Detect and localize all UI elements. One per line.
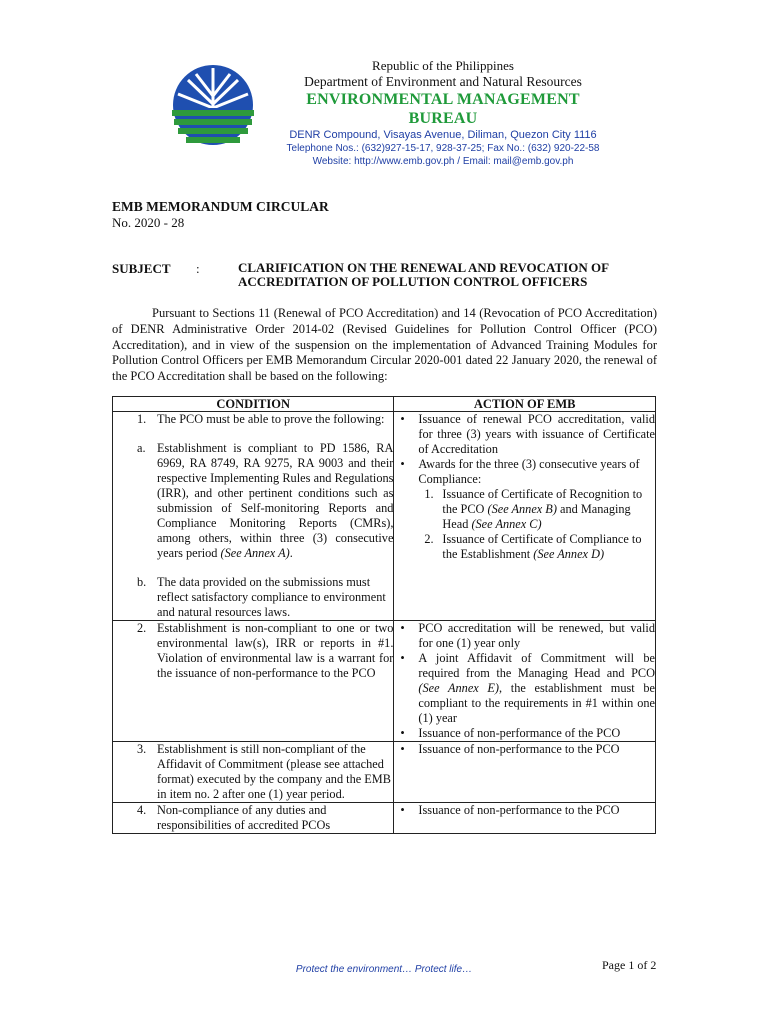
table-row (113, 803, 656, 834)
bullet-icon: • (400, 803, 405, 817)
condition-item (113, 803, 393, 833)
action-cell (394, 742, 656, 803)
condition-text: Establishment is non-compliant to one or two environmental law(s), IRR or reports in #1. Violation of environmental law is a warrant for the issuance of non-performance to the PCO (157, 621, 394, 680)
annex-ref: (See Annex A) (220, 546, 290, 560)
subitem-letter: b. (137, 575, 147, 589)
table-row (113, 621, 656, 742)
item-number: 2. (137, 621, 147, 635)
condition-cell (113, 412, 394, 621)
table-row (113, 412, 656, 621)
address-line: DENR Compound, Visayas Avenue, Diliman, Quezon City 1116 (289, 129, 597, 141)
footer-motto: Protect the environment… Protect life… (295, 964, 473, 975)
header-condition: CONDITION (113, 397, 394, 412)
condition-subitem (113, 575, 393, 620)
action-text: Issuance of renewal PCO accreditation, valid for three (3) years with issuance of Certificate of Accreditation (418, 412, 655, 456)
bullet-icon: • (400, 651, 405, 665)
condition-text: Non-compliance of any duties and responsibilities of accredited PCOs (157, 803, 331, 832)
action-item (394, 412, 655, 457)
subitem-number: 2. (424, 532, 434, 546)
bullet-icon: • (400, 726, 405, 740)
action-item (394, 457, 655, 487)
annex-ref: (See Annex B) (487, 502, 557, 516)
table-header-row (113, 397, 656, 412)
condition-cell (113, 621, 394, 742)
bullet-icon: • (400, 742, 405, 756)
condition-item (113, 742, 393, 802)
annex-ref: (See Annex D) (533, 547, 605, 561)
action-cell (394, 412, 656, 621)
subitem-letter: a. (137, 441, 146, 455)
subject-text: CLARIFICATION ON THE RENEWAL AND REVOCATION OF ACCREDITATION OF POLLUTION CONTROL OFFICERS (238, 260, 609, 289)
condition-subitem: a. Establishment is compliant to PD 1586, RA 6969, RA 8749, RA 9275, RA 9003 and their respective Implementing Rules and Regulations (IRR), and other pertinent conditions such as submission of Self-monitoring Reports and Compliance Monitoring Reports (CMRs), among others, within three (3) consecutive years period (See Annex A). (137, 441, 394, 560)
action-item (394, 621, 655, 651)
republic-line: Republic of the Philippines (372, 58, 514, 73)
action-text: Awards for the three (3) consecutive years of Compliance: (418, 457, 640, 486)
emb-logo-icon (168, 64, 258, 146)
condition-cell (113, 742, 394, 803)
action-item: • A joint Affidavit of Commitment will be required from the Managing Head and PCO (See Annex E), the establishment must be compliant to the requirements in #1 within one (1) year (400, 651, 655, 725)
action-text: Issuance of non-performance to the PCO (418, 742, 620, 756)
phone-line: Telephone Nos.: (632)927-15-17, 928-37-25; Fax No.: (632) 920-22-58 (286, 143, 600, 154)
action-subitem: 2. Issuance of Certificate of Compliance to the Establishment (See Annex D) (424, 532, 642, 561)
condition-text: Establishment is still non-compliant of the Affidavit of Commitment (please see attached format) executed by the company and the EMB in item no. 2 after one (1) year period. (157, 742, 391, 801)
subject-label: SUBJECT (112, 261, 171, 276)
action-cell (394, 621, 656, 742)
annex-ref: (See Annex E) (418, 681, 500, 695)
bullet-icon: • (400, 412, 405, 426)
action-cell (394, 803, 656, 834)
letterhead (168, 58, 608, 167)
condition-item (113, 621, 393, 681)
memo-title: EMB MEMORANDUM CIRCULAR (112, 199, 329, 214)
action-item (394, 726, 655, 741)
bureau-name: ENVIRONMENTAL MANAGEMENT BUREAU (306, 91, 580, 127)
action-text: Issuance of non-performance of the PCO (418, 726, 621, 740)
action-text: PCO accreditation will be renewed, but valid for one (1) year only (418, 621, 655, 650)
annex-ref: (See Annex C) (471, 517, 542, 531)
item-number: 1. (137, 412, 147, 426)
bullet-icon: • (400, 621, 405, 635)
header-action: ACTION OF EMB (394, 397, 656, 412)
page-number: Page 1 of 2 (602, 958, 657, 972)
subitem-text: The data provided on the submissions must reflect satisfactory compliance to environment and natural resources laws. (157, 575, 386, 619)
letterhead-text (278, 58, 608, 168)
action-text: Issuance of non-performance to the PCO (418, 803, 620, 817)
condition-cell (113, 803, 394, 834)
table-row (113, 742, 656, 803)
conditions-table (112, 396, 656, 834)
action-subitem: 1. Issuance of Certificate of Recognition to the PCO (See Annex B) and Managing Head (See Annex C) (424, 487, 643, 531)
subject-colon: : (196, 261, 200, 276)
memo-number: No. 2020 - 28 (112, 215, 185, 230)
website-line: Website: http://www.emb.gov.ph / Email: mail@emb.gov.ph (312, 156, 574, 167)
subitem-number: 1. (424, 487, 434, 501)
item-number: 4. (137, 803, 147, 817)
action-item (394, 803, 655, 818)
condition-item (113, 412, 393, 427)
intro-paragraph: Pursuant to Sections 11 (Renewal of PCO Accreditation) and 14 (Revocation of PCO Accreditation) of DENR Administrative Order 2014-02 (Revised Guidelines for Pollution Control Officer (PCO) Accreditation), and in view of the suspension on the implementation of Advanced Training Modules for Pollution Control Officers per EMB Memorandum Circular 2020-001 dated 22 January 2020, the renewal of the PCO Accreditation shall be based on the following: (112, 306, 657, 384)
subitem-text: Establishment is compliant to PD 1586, RA 6969, RA 8749, RA 9275, RA 9003 and their respective Implementing Rules and Regulations (IRR), and other pertinent conditions such as submission of Self-monitoring Reports and Compliance Monitoring Reports (CMRs), among others, within three (3) consecutive years period (157, 441, 394, 560)
action-item (394, 742, 655, 757)
bullet-icon: • (400, 457, 405, 471)
condition-text: The PCO must be able to prove the following: (157, 412, 385, 426)
department-line: Department of Environment and Natural Resources (304, 74, 582, 89)
item-number: 3. (137, 742, 147, 756)
